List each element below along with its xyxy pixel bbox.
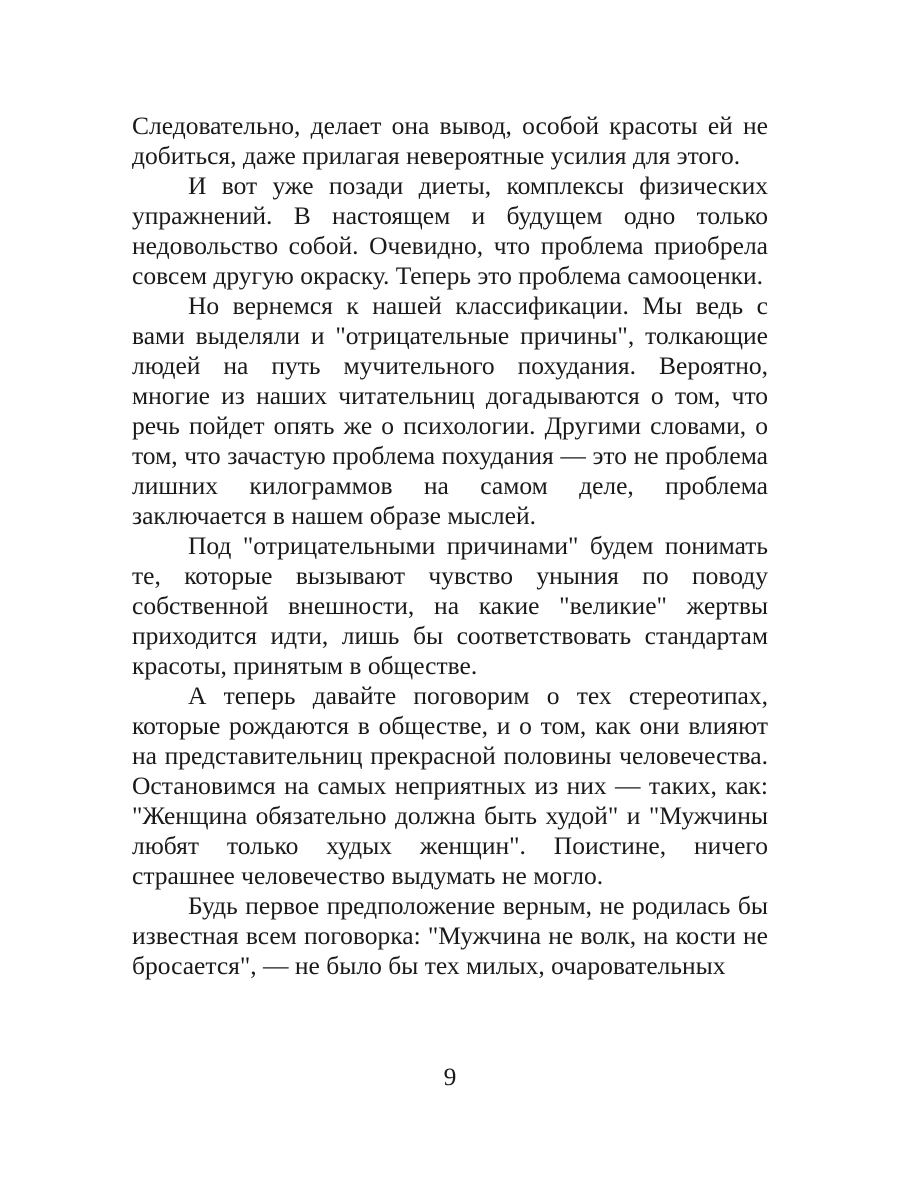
page-number: 9	[443, 1062, 457, 1091]
paragraph-1: Следовательно, делает она вывод, особой красоты ей не добиться, даже прилагая невероятные усилия для этого.	[132, 111, 768, 170]
paragraph-6: Будь первое предположение верным, не родилась бы известная всем поговорка: "Мужчина не волк, на кости не бросается", — не было бы тех милых, очаровательных	[132, 891, 768, 980]
paragraph-5: А теперь давайте поговорим о тех стереотипах, которые рождаются в обществе, и о том, как они влияют на представительниц прекрасной половины человечества. Остановимся на самых неприятных из них — таких, как: "Женщина обязательно должна быть худой" и "Мужчины любят только худых женщин". Поистине, ничего страшнее человечество выдумать не могло.	[132, 681, 768, 890]
paragraph-4: Под "отрицательными причинами" будем понимать те, которые вызывают чувство уныния по поводу собственной внешности, на какие "великие" жертвы приходится идти, лишь бы соответствовать стандартам красоты, принятым в обществе.	[132, 531, 768, 680]
page-body	[132, 111, 768, 981]
paragraph-2: И вот уже позади диеты, комплексы физических упражнений. В настоящем и будущем одно только недовольство собой. Очевидно, что проблема приобрела совсем другую окраску. Теперь это проблема самооценки.	[132, 171, 768, 290]
paragraph-3: Но вернемся к нашей классификации. Мы ведь с вами выделяли и "отрицательные причины", толкающие людей на путь мучительного похудания. Вероятно, многие из наших читательниц догадываются о том, что речь пойдет опять же о психологии. Другими словами, о том, что зачастую проблема похудания — это не проблема лишних килограммов на самом деле, проблема заключается в нашем образе мыслей.	[132, 291, 768, 530]
